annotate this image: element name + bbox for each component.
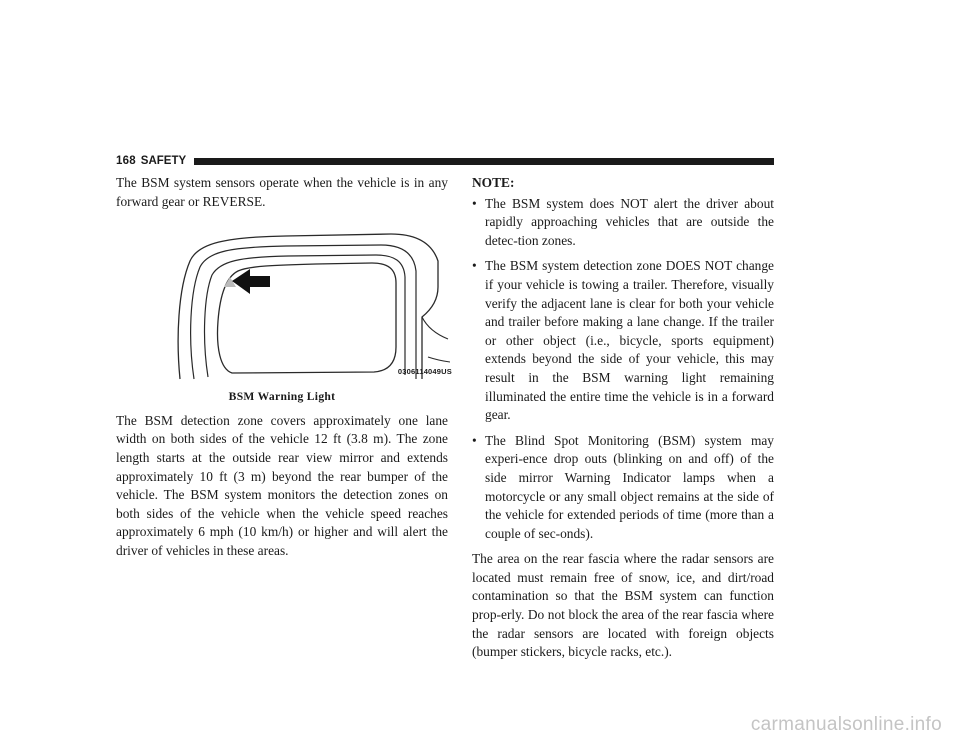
note-label: NOTE:: [472, 175, 515, 190]
body-paragraph: The BSM detection zone covers approximately one lane width on both sides of the vehicle 12 ft (3.8 m). The zone length starts at the outside rear view mirror and extends approximately 10 ft (3 m) beyond the rear bumper of the vehicle. The BSM system monitors the detection zones on both sides of the vehicle when the vehicle speed reaches approximately 6 mph (10 km/h) or higher and will alert the driver of vehicles in these areas.: [116, 412, 448, 558]
mirror-warning-arrow-icon: [176, 229, 450, 381]
page-number: 168: [116, 155, 136, 167]
figure-caption: BSM Warning Light: [228, 390, 336, 404]
left-column: [116, 174, 452, 569]
note-list: [472, 195, 774, 544]
page-header: [116, 154, 774, 168]
section-title: SAFETY: [140, 155, 187, 167]
list-item: • The Blind Spot Monitoring (BSM) system may experi-ence drop outs (blinking on and off) of the side mirror Warning Indicator lamps when a motorcycle or any small object remains at the side of the vehicle for extended periods of time (more than a couple of sec-onds).: [472, 432, 774, 544]
bsm-figure: [176, 229, 450, 381]
list-item: • The BSM system does NOT alert the driver about rapidly approaching vehicles that are outside the detec-tion zones.: [472, 195, 774, 251]
right-column: [472, 174, 774, 670]
watermark: carmanualsonline.info: [750, 714, 942, 735]
header-rule: [194, 158, 774, 165]
figure-code: 0306114049US: [397, 366, 452, 376]
closing-paragraph: The area on the rear fascia where the radar sensors are located must remain free of snow, ice, and dirt/road contamination so that the BSM system can function prop-erly. Do not block the area of the rear fascia where the radar sensors are located with foreign objects (bumper stickers, bicycle racks, etc.).: [472, 551, 774, 660]
list-item: • The BSM system detection zone DOES NOT change if your vehicle is towing a trailer. Therefore, visually verify the adjacent lane is clear for both your vehicle and trailer before making a lane change. If the trailer or other object (i.e., bicycle, sports equipment) extends beyond the side of your vehicle, this may result in the BSM warning light remaining illuminated the entire time the vehicle is in a forward gear.: [472, 257, 774, 424]
intro-paragraph: The BSM system sensors operate when the vehicle is in any forward gear or REVERSE.: [116, 175, 448, 209]
